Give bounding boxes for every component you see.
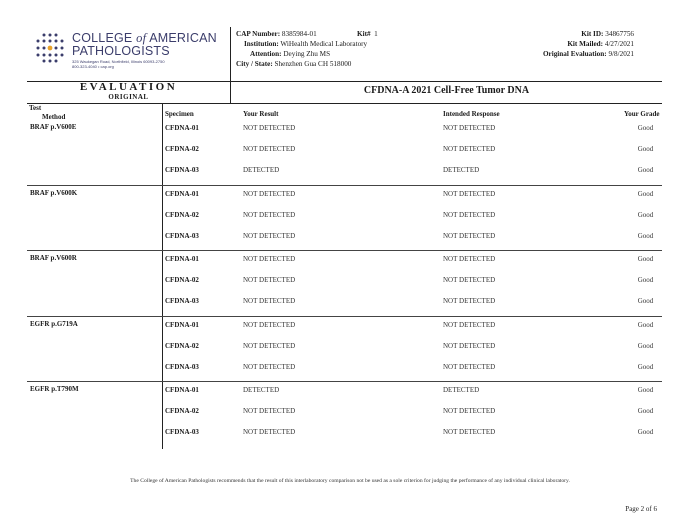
specimen-cell: CFDNA-01	[165, 255, 199, 263]
specimen-cell: CFDNA-03	[165, 297, 199, 305]
intended-response-cell: NOT DETECTED	[443, 320, 496, 329]
org-name-of: of	[136, 31, 147, 45]
header-your-grade: Your Grade	[624, 110, 660, 118]
grade-cell: Good	[637, 210, 654, 219]
institution-label: Institution:	[244, 40, 279, 48]
org-name-part2: AMERICAN	[149, 31, 217, 45]
your-result-cell: NOT DETECTED	[243, 210, 296, 219]
org-name-line2: PATHOLOGISTS	[72, 44, 170, 58]
your-result-cell: NOT DETECTED	[243, 189, 296, 198]
specimen-cell: CFDNA-02	[165, 276, 199, 284]
cap-logo	[27, 27, 230, 81]
specimen-cell: CFDNA-01	[165, 124, 199, 132]
your-result-cell: NOT DETECTED	[243, 297, 296, 305]
grade-cell: Good	[637, 276, 654, 284]
your-result-cell: NOT DETECTED	[243, 428, 296, 436]
your-result-cell: NOT DETECTED	[243, 231, 296, 240]
your-result-cell: NOT DETECTED	[243, 362, 296, 371]
org-contact: 800-323-4040 • cap.org	[72, 64, 114, 69]
specimen-cell: CFDNA-02	[165, 407, 199, 415]
specimen-cell: CFDNA-02	[165, 145, 199, 153]
intended-response-cell: NOT DETECTED	[443, 362, 496, 371]
program-title: CFDNA-A 2021 Cell-Free Tumor DNA	[363, 85, 530, 96]
your-result-cell: NOT DETECTED	[243, 145, 296, 153]
grade-cell: Good	[637, 362, 654, 371]
intended-response-cell: NOT DETECTED	[443, 231, 496, 240]
test-method: BRAF p.V600R	[30, 254, 77, 262]
test-group	[27, 381, 662, 446]
kit-mailed-label: Kit Mailed:	[567, 40, 604, 48]
specimen-cell: CFDNA-01	[165, 189, 199, 198]
kit-id-label: Kit ID:	[581, 30, 604, 38]
your-result-cell: DETECTED	[243, 166, 280, 174]
your-result-cell: NOT DETECTED	[243, 255, 296, 263]
intended-response-cell: NOT DETECTED	[443, 407, 496, 415]
specimen-cell: CFDNA-03	[165, 428, 199, 436]
intended-response-cell: NOT DETECTED	[443, 189, 496, 198]
group-separator	[27, 381, 662, 382]
org-name	[72, 32, 217, 58]
group-separator	[27, 185, 662, 186]
kit-number: 1	[374, 30, 378, 38]
kit-info	[543, 29, 634, 59]
kit-mailed: 4/27/2021	[604, 40, 634, 48]
test-method: EGFR p.T790M	[30, 385, 79, 393]
institution: WiHealth Medical Laboratory	[280, 40, 368, 48]
specimen-cell: CFDNA-03	[165, 362, 199, 371]
disclaimer: The College of American Pathologists recommends that the result of this interlaboratory comparison not be used as a sole criterion for judging the performance of any individual clinical laboratory.	[130, 478, 570, 484]
test-method: BRAF p.V600K	[30, 188, 78, 197]
grade-cell: Good	[637, 166, 654, 174]
test-group	[27, 185, 662, 250]
intended-response-cell: NOT DETECTED	[443, 255, 496, 263]
grade-cell: Good	[637, 297, 654, 305]
grade-cell: Good	[637, 189, 654, 198]
header-method: Method	[42, 113, 66, 121]
original-evaluation: 9/8/2021	[608, 50, 634, 58]
your-result-cell: NOT DETECTED	[243, 320, 296, 329]
intended-response-cell: NOT DETECTED	[443, 297, 496, 305]
city-label: City / State:	[236, 60, 273, 68]
specimen-cell: CFDNA-03	[165, 231, 199, 240]
evaluation-subtitle: ORIGINAL	[108, 93, 149, 101]
specimen-cell: CFDNA-02	[165, 210, 199, 219]
test-group	[27, 119, 662, 184]
city: Shenzhen Gua CH 518000	[274, 60, 352, 68]
intended-response-cell: NOT DETECTED	[443, 145, 496, 153]
group-separator	[27, 250, 662, 251]
your-result-cell: NOT DETECTED	[243, 276, 296, 284]
grade-cell: Good	[637, 255, 654, 263]
page-number: Page 2 of 6	[625, 505, 657, 513]
attention-label: Attention:	[250, 50, 282, 58]
intended-response-cell: NOT DETECTED	[443, 276, 496, 284]
intended-response-cell: NOT DETECTED	[443, 210, 496, 219]
grade-cell: Good	[637, 407, 654, 415]
intended-response-cell: DETECTED	[443, 386, 480, 394]
header-test: Test	[29, 104, 42, 112]
grade-cell: Good	[637, 124, 654, 132]
specimen-cell: CFDNA-01	[165, 386, 199, 394]
original-evaluation-label: Original Evaluation:	[542, 50, 607, 58]
header-specimen: Specimen	[165, 110, 194, 118]
grade-cell: Good	[637, 231, 654, 240]
test-group	[27, 250, 662, 315]
test-method: BRAF p.V600E	[30, 123, 77, 131]
grade-cell: Good	[637, 320, 654, 329]
specimen-cell: CFDNA-03	[165, 166, 199, 174]
test-group	[27, 316, 662, 381]
attention: Deying Zhu MS	[283, 50, 331, 58]
your-result-cell: NOT DETECTED	[243, 407, 296, 415]
evaluation-title: EVALUATION	[79, 81, 178, 93]
kit-id: 34867756	[605, 30, 634, 38]
header-intended-response: Intended Response	[443, 110, 500, 118]
cap-number-label: CAP Number:	[236, 30, 281, 38]
header-your-result: Your Result	[243, 110, 279, 118]
grade-cell: Good	[637, 145, 654, 153]
your-result-cell: NOT DETECTED	[243, 341, 296, 350]
intended-response-cell: NOT DETECTED	[443, 124, 496, 132]
specimen-cell: CFDNA-01	[165, 320, 199, 329]
specimen-cell: CFDNA-02	[165, 341, 199, 350]
org-name-part1: COLLEGE	[72, 31, 133, 45]
test-method: EGFR p.G719A	[30, 319, 78, 328]
grade-cell: Good	[637, 341, 654, 350]
org-address-block	[72, 59, 165, 69]
kit-label: Kit#	[357, 30, 371, 38]
group-separator	[27, 316, 662, 317]
grade-cell: Good	[637, 386, 654, 394]
intended-response-cell: NOT DETECTED	[443, 341, 496, 350]
table-top-border	[27, 103, 662, 104]
intended-response-cell: NOT DETECTED	[443, 428, 496, 436]
your-result-cell: DETECTED	[243, 386, 280, 394]
cap-logo-dots-icon	[34, 32, 66, 64]
org-address: 325 Waukegan Road, Northfield, Illinois 60093-2750	[72, 59, 165, 64]
cap-number: 8385984-01	[281, 30, 317, 38]
grade-cell: Good	[637, 428, 654, 436]
intended-response-cell: DETECTED	[443, 166, 480, 174]
your-result-cell: NOT DETECTED	[243, 124, 296, 132]
